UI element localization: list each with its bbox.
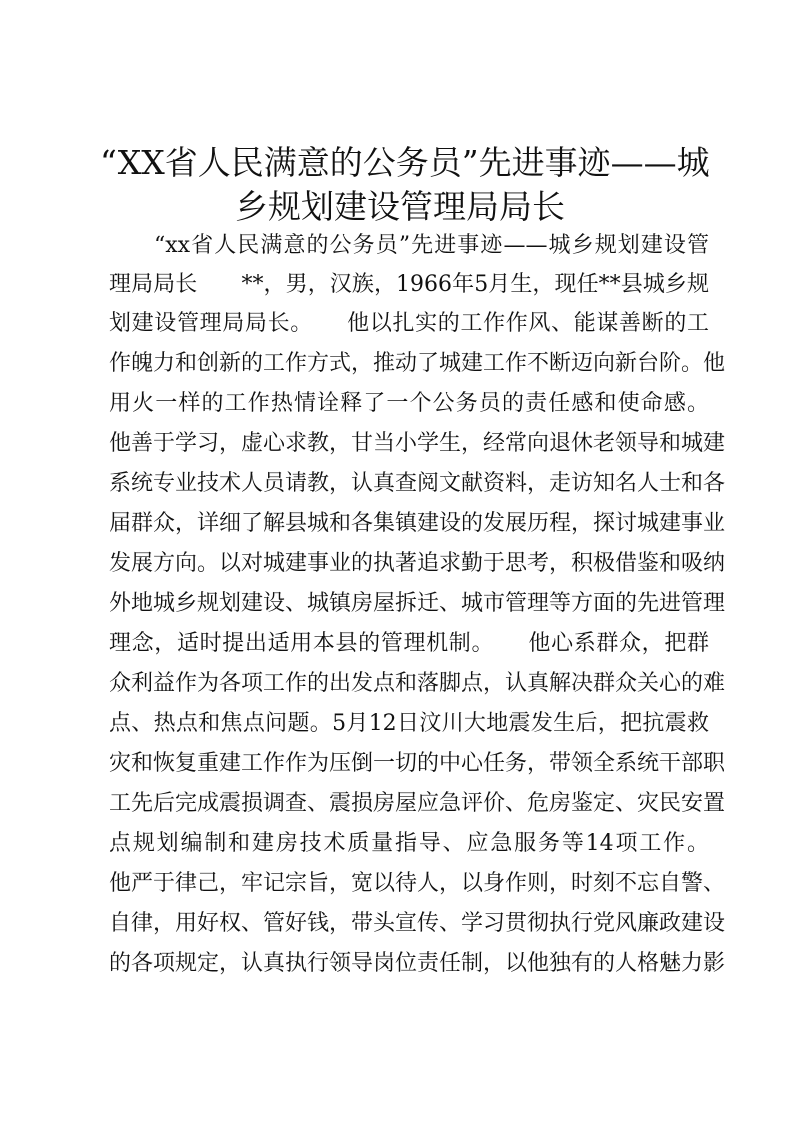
body-text-line: 作魄力和创新的工作方式，推动了城建工作不断迈向新台阶。他 xyxy=(109,351,726,376)
body-text-line: 系统专业技术人员请教，认真查阅文献资料，走访知名人士和各 xyxy=(109,471,726,496)
body-text-line: 众利益作为各项工作的出发点和落脚点，认真解决群众关心的难 xyxy=(109,671,726,696)
body-text-line: 灾和恢复重建工作作为压倒一切的中心任务，带领全系统干部职 xyxy=(109,751,726,776)
body-text-line: 届群众，详细了解县城和各集镇建设的发展历程，探讨城建事业 xyxy=(109,511,726,536)
body-text-line: 理局局长 **，男，汉族，1966年5月生，现任**县城乡规 xyxy=(109,272,709,297)
body-text-line: 自律，用好权、管好钱，带头宣传、学习贯彻执行党风廉政建设 xyxy=(109,911,726,936)
body-text-line: 点规划编制和建房技术质量指导、应急服务等14项工作。 xyxy=(109,831,709,856)
body-text-line: 的各项规定，认真执行领导岗位责任制，以他独有的人格魅力影 xyxy=(109,951,726,976)
body-text-line: 外地城乡规划建设、城镇房屋拆迁、城市管理等方面的先进管理 xyxy=(109,591,726,616)
body-text-line: 理念，适时提出适用本县的管理机制。 他心系群众，把群 xyxy=(109,631,709,656)
body-text-line: 发展方向。以对城建事业的执著追求勤于思考，积极借鉴和吸纳 xyxy=(109,551,726,576)
document-title-line-2: 乡规划建设管理局局长 xyxy=(235,187,565,226)
body-text-line: 他善于学习，虚心求教，甘当小学生，经常向退休老领导和城建 xyxy=(109,431,726,456)
document-title-line-1: “XX省人民满意的公务员”先进事迹——城 xyxy=(100,143,710,182)
body-text-line: 用火一样的工作热情诠释了一个公务员的责任感和使命感。 xyxy=(109,391,709,416)
body-text-line: 划建设管理局局长。 他以扎实的工作作风、能谋善断的工 xyxy=(109,311,709,336)
body-text-line: 点、热点和焦点问题。5月12日汶川大地震发生后，把抗震救 xyxy=(109,711,709,736)
body-text-line: 工先后完成震损调查、震损房屋应急评价、危房鉴定、灾民安置 xyxy=(109,791,726,816)
body-text-line: 他严于律己，牢记宗旨，宽以待人，以身作则，时刻不忘自警、 xyxy=(109,871,726,896)
body-text-line: “xx省人民满意的公务员”先进事迹——城乡规划建设管 xyxy=(154,233,709,258)
